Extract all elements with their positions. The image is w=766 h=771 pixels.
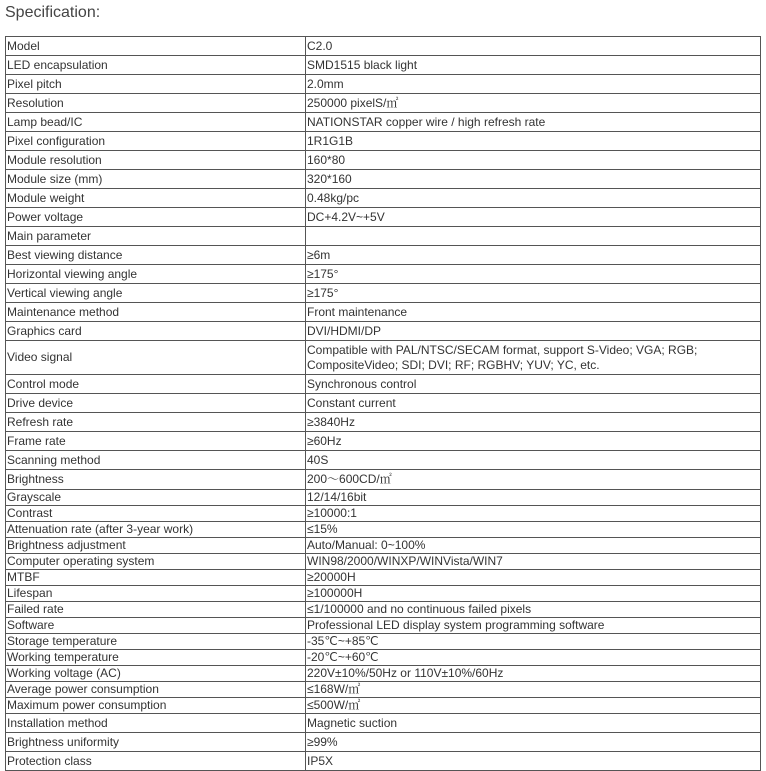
spec-label-cell: Brightness adjustment [6, 538, 306, 554]
spec-label-cell: Pixel configuration [6, 132, 306, 151]
spec-label-cell: LED encapsulation [6, 56, 306, 75]
table-row [6, 570, 761, 586]
table-row [6, 208, 761, 227]
spec-label-cell: Video signal [6, 341, 306, 375]
table-row [6, 151, 761, 170]
table-row [6, 432, 761, 451]
spec-value-cell: ≥99% [306, 733, 761, 752]
spec-value-cell: C2.0 [306, 37, 761, 56]
spec-label-cell: Resolution [6, 94, 306, 113]
table-row [6, 94, 761, 113]
table-row [6, 733, 761, 752]
table-row [6, 554, 761, 570]
spec-value-cell: 12/14/16bit [306, 490, 761, 506]
spec-label-cell: Software [6, 618, 306, 634]
spec-label-cell: Average power consumption [6, 682, 306, 698]
page-title: Specification: [5, 4, 101, 21]
spec-value-cell: 2.0mm [306, 75, 761, 94]
spec-value-cell: 220V±10%/50Hz or 110V±10%/60Hz [306, 666, 761, 682]
spec-value-cell: ≥20000H [306, 570, 761, 586]
spec-value-cell: ≤15% [306, 522, 761, 538]
table-row [6, 37, 761, 56]
spec-label-cell: Module resolution [6, 151, 306, 170]
table-row [6, 75, 761, 94]
table-row [6, 602, 761, 618]
spec-value-cell: Synchronous control [306, 375, 761, 394]
table-row [6, 650, 761, 666]
spec-value-cell: Front maintenance [306, 303, 761, 322]
table-row [6, 490, 761, 506]
table-row [6, 375, 761, 394]
spec-value-cell: ≥6m [306, 246, 761, 265]
spec-value-cell: ≥175° [306, 265, 761, 284]
table-row [6, 303, 761, 322]
table-row [6, 132, 761, 151]
spec-label-cell: Brightness uniformity [6, 733, 306, 752]
spec-label-cell: Maintenance method [6, 303, 306, 322]
table-row [6, 522, 761, 538]
spec-label-cell: Computer operating system [6, 554, 306, 570]
spec-value-cell: 320*160 [306, 170, 761, 189]
spec-label-cell: Grayscale [6, 490, 306, 506]
table-row [6, 538, 761, 554]
spec-label-cell: Failed rate [6, 602, 306, 618]
spec-label-cell: Lifespan [6, 586, 306, 602]
spec-label-cell: Best viewing distance [6, 246, 306, 265]
spec-label-cell: Maximum power consumption [6, 698, 306, 714]
spec-value-cell: 0.48kg/pc [306, 189, 761, 208]
spec-label-cell: Model [6, 37, 306, 56]
spec-label-cell: Attenuation rate (after 3-year work) [6, 522, 306, 538]
spec-label-cell: Working voltage (AC) [6, 666, 306, 682]
spec-value-cell: DVI/HDMI/DP [306, 322, 761, 341]
spec-value-cell: ≥10000:1 [306, 506, 761, 522]
spec-value-cell: ≥60Hz [306, 432, 761, 451]
table-row [6, 666, 761, 682]
spec-label-cell: Graphics card [6, 322, 306, 341]
table-row [6, 752, 761, 771]
spec-value-cell: ≤1/100000 and no continuous failed pixels [306, 602, 761, 618]
table-row [6, 284, 761, 303]
spec-value-cell: Compatible with PAL/NTSC/SECAM format, support S-Video; VGA; RGB; CompositeVideo; SDI; DVI; RF; RGBHV; YUV; YC, etc. [306, 341, 761, 375]
table-row [6, 698, 761, 714]
spec-label-cell: Drive device [6, 394, 306, 413]
spec-label-cell: Control mode [6, 375, 306, 394]
specification-table [5, 36, 761, 771]
spec-label-cell: Main parameter [6, 227, 306, 246]
table-row [6, 714, 761, 733]
spec-label-cell: Brightness [6, 470, 306, 490]
table-row [6, 618, 761, 634]
spec-label-cell: Working temperature [6, 650, 306, 666]
table-row [6, 189, 761, 208]
spec-label-cell: Frame rate [6, 432, 306, 451]
spec-label-cell: Lamp bead/IC [6, 113, 306, 132]
spec-value-cell: ≤168W/㎡ [306, 682, 761, 698]
spec-value-cell: 200～600CD/㎡ [306, 470, 761, 490]
spec-value-cell: Auto/Manual: 0~100% [306, 538, 761, 554]
table-row [6, 451, 761, 470]
table-row [6, 394, 761, 413]
spec-label-cell: Horizontal viewing angle [6, 265, 306, 284]
spec-value-cell: 160*80 [306, 151, 761, 170]
table-row [6, 322, 761, 341]
table-row [6, 56, 761, 75]
spec-label-cell: Power voltage [6, 208, 306, 227]
spec-label-cell: Storage temperature [6, 634, 306, 650]
table-row [6, 227, 761, 246]
spec-value-cell: ≥3840Hz [306, 413, 761, 432]
table-row [6, 470, 761, 490]
spec-value-cell: NATIONSTAR copper wire / high refresh rate [306, 113, 761, 132]
spec-value-cell [306, 227, 761, 246]
table-row [6, 413, 761, 432]
table-row [6, 634, 761, 650]
spec-value-cell: 250000 pixelS/㎡ [306, 94, 761, 113]
spec-label-cell: Pixel pitch [6, 75, 306, 94]
spec-label-cell: Refresh rate [6, 413, 306, 432]
spec-value-cell: ≥100000H [306, 586, 761, 602]
spec-value-cell: DC+4.2V~+5V [306, 208, 761, 227]
spec-value-cell: WIN98/2000/WINXP/WINVista/WIN7 [306, 554, 761, 570]
spec-label-cell: Module weight [6, 189, 306, 208]
spec-value-cell: ≥175° [306, 284, 761, 303]
spec-value-cell: IP5X [306, 752, 761, 771]
spec-label-cell: MTBF [6, 570, 306, 586]
spec-label-cell: Protection class [6, 752, 306, 771]
table-row [6, 246, 761, 265]
table-row [6, 265, 761, 284]
table-row [6, 113, 761, 132]
table-row [6, 170, 761, 189]
spec-value-cell: -20℃~+60℃ [306, 650, 761, 666]
spec-label-cell: Scanning method [6, 451, 306, 470]
spec-value-cell: Magnetic suction [306, 714, 761, 733]
table-row [6, 506, 761, 522]
table-row [6, 682, 761, 698]
spec-label-cell: Installation method [6, 714, 306, 733]
spec-value-cell: 40S [306, 451, 761, 470]
spec-value-cell: Constant current [306, 394, 761, 413]
spec-value-cell: SMD1515 black light [306, 56, 761, 75]
spec-label-cell: Contrast [6, 506, 306, 522]
specification-table-body [6, 37, 761, 771]
spec-label-cell: Module size (mm) [6, 170, 306, 189]
table-row [6, 341, 761, 375]
spec-value-cell: ≤500W/㎡ [306, 698, 761, 714]
table-row [6, 586, 761, 602]
spec-value-cell: 1R1G1B [306, 132, 761, 151]
spec-value-cell: -35℃~+85℃ [306, 634, 761, 650]
spec-value-cell: Professional LED display system programming software [306, 618, 761, 634]
spec-label-cell: Vertical viewing angle [6, 284, 306, 303]
